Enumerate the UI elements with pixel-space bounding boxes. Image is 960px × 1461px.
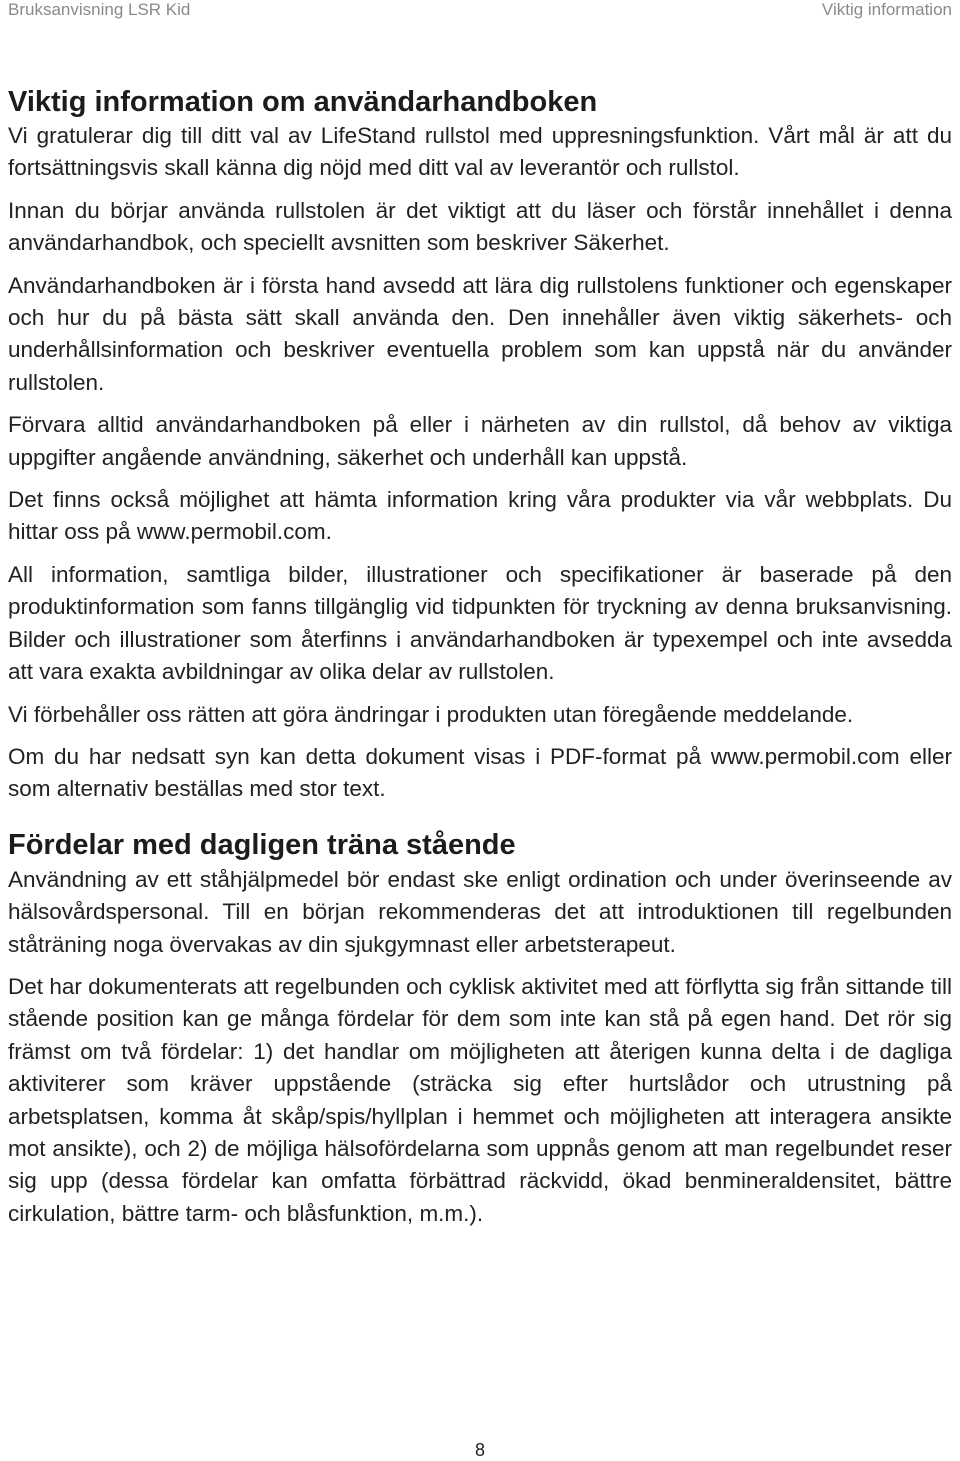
paragraph: Det finns också möjlighet att hämta information kring våra produkter via vår webbplats. Du hittar oss på www.permobil.com. — [8, 487, 952, 545]
section-heading-standing-benefits: Fördelar med dagligen träna stående — [8, 828, 516, 861]
page-number: 8 — [474, 1440, 485, 1460]
paragraph: All information, samtliga bilder, illustrationer och specifikationer är baserade på den produktinformation som fanns tillgänglig vid tidpunkten för tryckning av denna bruksanvisning. Bilder och illustrationer som återfinns i användarhandboken är typexempel och inte avsedda att vara exakta avbildningar av olika delar av rullstolen. — [8, 561, 952, 685]
paragraph: Användarhandboken är i första hand avsedd att lära dig rullstolens funktioner och egenskaper och hur du på bästa sätt skall använda den. Den innehåller även viktig säkerhets- och underhållsinformation och beskriver eventuella problem som kan uppstå när du använder rullstolen. — [8, 272, 952, 395]
paragraph: Förvara alltid användarhandboken på eller i närheten av din rullstol, då behov av viktiga uppgifter angående användning, säkerhet och underhåll kan uppstå. — [8, 412, 952, 470]
paragraph: Vi förbehåller oss rätten att göra ändringar i produkten utan föregående meddelande. — [8, 701, 854, 727]
paragraph: Användning av ett ståhjälpmedel bör endast ske enligt ordination och under överinseende av hälsovårdspersonal. Till en början rekommenderas det att introduktionen till regelbunden ståträning noga övervakas av din sjukgymnast eller arbetsterapeut. — [8, 866, 952, 957]
paragraph: Om du har nedsatt syn kan detta dokument visas i PDF-format på www.permobil.com eller som alternativ beställas med stor text. — [8, 743, 952, 802]
page-content — [8, 84, 952, 1240]
section-name: Viktig information — [821, 0, 952, 19]
document-title: Bruksanvisning LSR Kid — [8, 0, 191, 19]
page-header — [8, 0, 952, 26]
paragraph: Innan du börjar använda rullstolen är det viktigt att du läser och förstår innehållet i denna användarhandbok, och speciellt avsnitten som beskriver Säkerhet. — [8, 197, 952, 256]
paragraph: Vi gratulerar dig till ditt val av LifeStand rullstol med uppresningsfunktion. Vårt mål är att du fortsättningsvis skall känna dig nöjd med ditt val av leverantör och rullstol. — [8, 123, 952, 181]
paragraph: Det har dokumenterats att regelbunden och cyklisk aktivitet med att förflytta sig från sittande till stående position kan ge många fördelar för dem som inte kan stå på egen hand. Det rör sig främst om två fördelar: 1) det handlar om möjligheten att återigen kunna delta i de dagliga aktiviterer som kräver uppstående (sträcka sig efter hurtslådor och utrustning på arbetsplatsen, komma åt skåp/spis/hyllplan i hemmet och möjligheten att interagera ansikte mot ansikte), och 2) de möjliga hälsofördelarna som uppnås genom att man regelbundet reser sig upp (dessa fördelar kan omfatta förbättrad räckvidd, ökad benmineraldensitet, bättre cirkulation, bättre tarm- och blåsfunktion, m.m.). — [8, 973, 952, 1226]
section-heading-important-info: Viktig information om användarhandboken — [8, 86, 598, 118]
